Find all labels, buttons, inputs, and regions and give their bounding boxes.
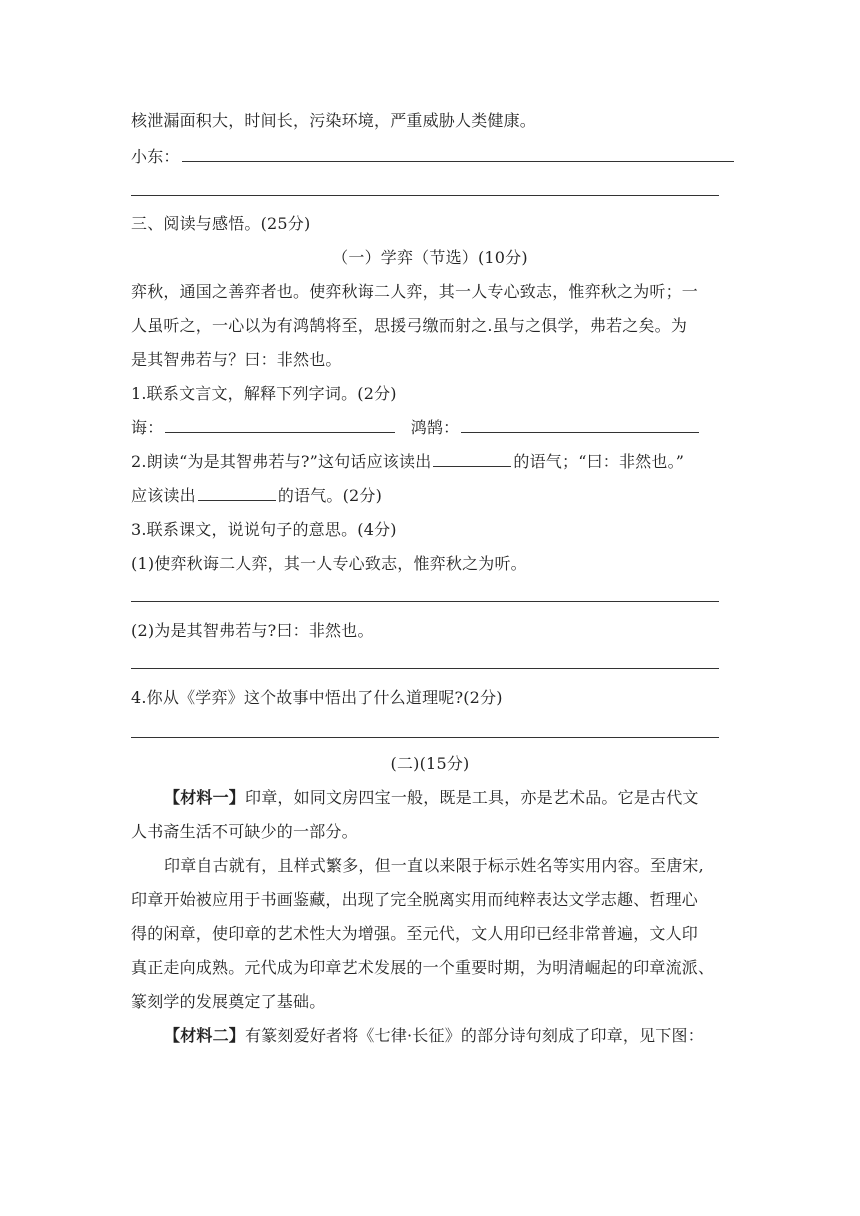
question-3-item-1: (1)使弈秋诲二人弈，其一人专心致志，惟弈秋之为听。 xyxy=(131,554,527,573)
paragraph-line: 印章开始被应用于书画鉴藏，出现了完全脱离实用而纯粹表达文学志趣、哲理心 xyxy=(131,890,699,909)
section-title: 三、阅读与感悟。(25分) xyxy=(131,214,311,233)
paragraph-line: 得的闲章，使印章的艺术性大为增强。至元代，文人用印已经非常普遍，文人印 xyxy=(131,924,699,943)
hui-label: 诲： xyxy=(131,418,164,437)
material-1-line xyxy=(164,788,699,808)
question-4: 4.你从《学弈》这个故事中悟出了什么道理呢?(2分) xyxy=(131,688,503,707)
honghu-answer-blank[interactable] xyxy=(461,432,699,433)
answer-line[interactable] xyxy=(131,668,719,669)
passage-line: 是其智弗若与？曰：非然也。 xyxy=(131,350,342,369)
question-2-text: 的语气；“曰：非然也。” xyxy=(513,452,685,471)
material-1-line: 人书斋生活不可缺少的一部分。 xyxy=(131,822,358,841)
material-1-tag: 【材料一】 xyxy=(164,788,246,807)
question-2-text: 应该读出 xyxy=(131,486,196,505)
tone-answer-blank-2[interactable] xyxy=(198,500,276,501)
xiaodong-line xyxy=(131,147,736,167)
hui-answer-blank[interactable] xyxy=(165,432,395,433)
answer-line[interactable] xyxy=(131,737,719,738)
question-2-line-1 xyxy=(131,452,684,472)
material-2-text: 有篆刻爱好者将《七律·长征》的部分诗句刻成了印章，见下图： xyxy=(245,1026,704,1045)
paragraph-line: 印章自古就有，且样式繁多，但一直以来限于标示姓名等实用内容。至唐宋, xyxy=(164,856,704,875)
paragraph-line: 真正走向成熟。元代成为印章艺术发展的一个重要时期，为明清崛起的印章流派、 xyxy=(131,958,715,977)
xiaodong-label: 小东： xyxy=(131,147,180,166)
tone-answer-blank-1[interactable] xyxy=(433,466,511,467)
part1-title: （一）学弈（节选）(10分) xyxy=(332,248,528,267)
material-2-tag: 【材料二】 xyxy=(164,1026,246,1045)
question-2-text: 2.朗读“为是其智弗若与?”这句话应该读出 xyxy=(131,452,432,471)
question-1: 1.联系文言文，解释下列字词。(2分) xyxy=(131,384,397,403)
answer-blank[interactable] xyxy=(182,161,734,162)
question-2-text: 的语气。(2分) xyxy=(277,486,383,505)
question-1-fill-line xyxy=(131,418,701,438)
honghu-label: 鸿鹄： xyxy=(410,418,460,437)
question-2-line-2 xyxy=(131,486,382,506)
answer-line[interactable] xyxy=(131,601,719,602)
text-line: 核泄漏面积大，时间长，污染环境，严重威胁人类健康。 xyxy=(131,111,537,130)
passage-line: 人虽听之，一心以为有鸿鹄将至，思援弓缴而射之.虽与之俱学，弗若之矣。为 xyxy=(131,316,688,335)
passage-line: 弈秋，通国之善弈者也。使弈秋诲二人弈，其一人专心致志，惟弈秋之为听；一 xyxy=(131,282,699,301)
question-3: 3.联系课文，说说句子的意思。(4分) xyxy=(131,520,397,539)
material-1-text: 印章，如同文房四宝一般，既是工具，亦是艺术品。它是古代文 xyxy=(245,788,699,807)
answer-line[interactable] xyxy=(131,195,719,196)
material-2-line xyxy=(164,1026,704,1046)
question-3-item-2: (2)为是其智弗若与?曰：非然也。 xyxy=(131,621,374,640)
paragraph-line: 篆刻学的发展奠定了基础。 xyxy=(131,992,326,1011)
part2-title: (二)(15分) xyxy=(390,754,470,773)
